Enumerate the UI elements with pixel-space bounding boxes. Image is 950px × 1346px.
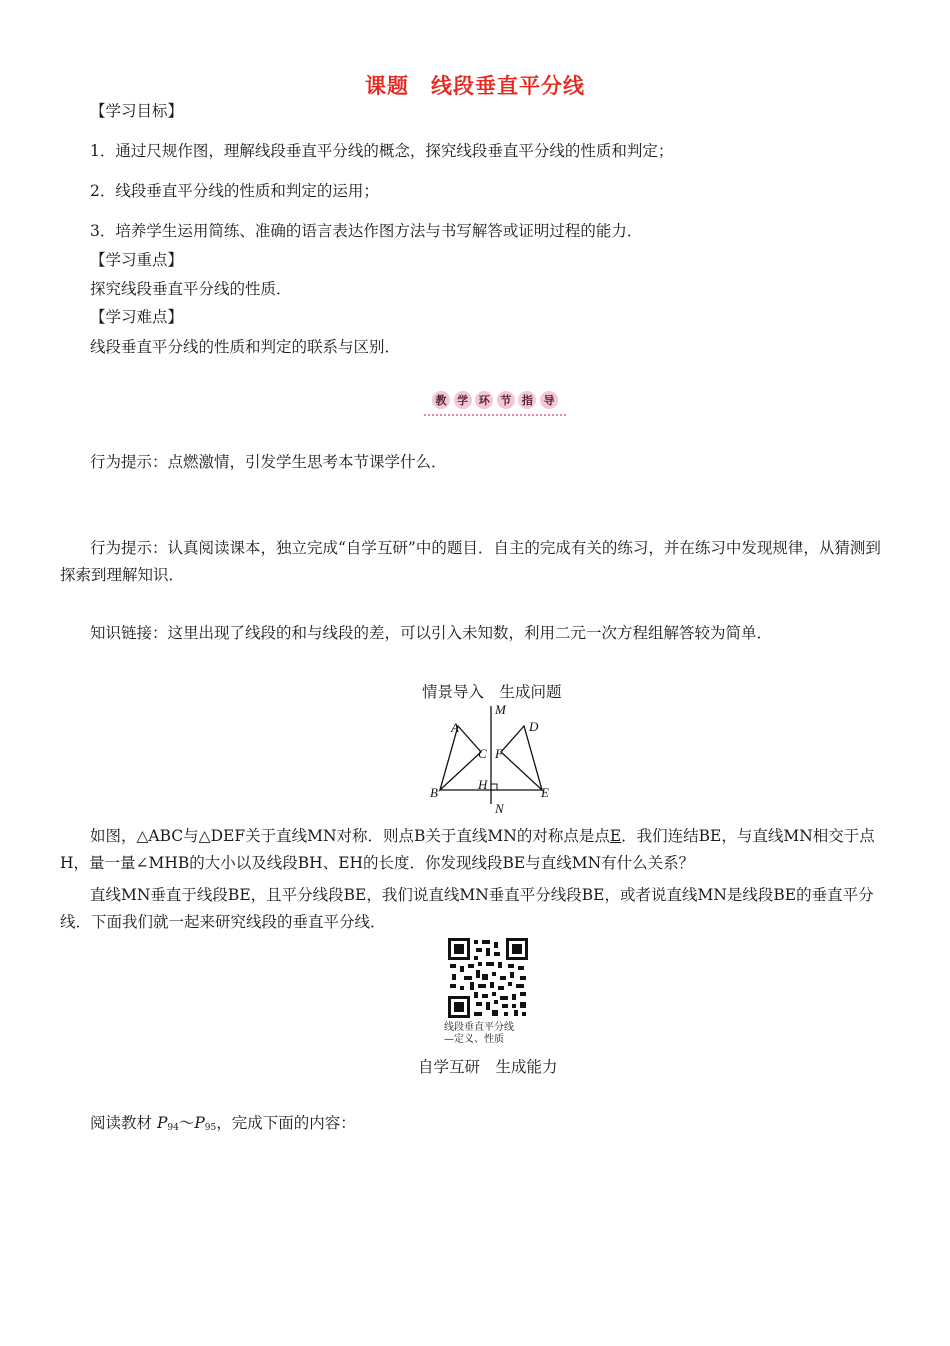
question-paragraph (60, 823, 890, 877)
page-to: 95 (204, 1123, 217, 1133)
label-f: F (495, 746, 503, 761)
answer-blank: E (609, 827, 622, 845)
section-heading-intro: 情景导入 生成问题 (422, 683, 562, 701)
label-c: C (478, 746, 487, 761)
difficulty-heading: 【学习难点】 (90, 308, 184, 326)
objective-item-3: 3．培养学生运用简练、准确的语言表达作图方法与书写解答或证明过程的能力． (90, 222, 643, 240)
label-b: B (430, 785, 438, 800)
reading-suffix: ，完成下面的内容： (216, 1114, 356, 1132)
reading-prefix: 阅读教材 (90, 1114, 157, 1132)
behavior-hint-1: 行为提示：点燃激情，引发学生思考本节课学什么． (90, 453, 447, 471)
page-tilde: ～ (178, 1114, 195, 1132)
qr-caption-line-1: 线段垂直平分线 (444, 1022, 514, 1033)
label-n: N (495, 801, 504, 816)
triangle-def (501, 726, 542, 790)
knowledge-link: 知识链接：这里出现了线段的和与线段的差，可以引入未知数，利用二元一次方程组解答较为简单． (90, 624, 773, 642)
banner-char: 节 (497, 391, 515, 409)
explanation-paragraph: 直线MN垂直于线段BE，且平分线段BE，我们说直线MN垂直平分线段BE，或者说直线MN是线段BE的垂直平分线．下面我们就一起来研究线段的垂直平分线． (60, 886, 874, 931)
difficulty-text: 线段垂直平分线的性质和判定的联系与区别． (90, 338, 401, 356)
behavior-hint-2: 行为提示：认真阅读课本，独立完成“自学互研”中的题目．自主的完成有关的练习，并在练习中发现规律，从猜测到探索到理解知识． (60, 539, 881, 584)
label-m: M (495, 702, 506, 717)
title-prefix: 课题 (365, 74, 409, 98)
page-symbol: P (156, 1114, 168, 1132)
qr-code-icon[interactable] (448, 938, 528, 1018)
page-title (0, 70, 950, 100)
right-angle-mark (491, 784, 497, 790)
banner-char: 学 (454, 391, 472, 409)
key-point-text: 探究线段垂直平分线的性质． (90, 280, 292, 298)
key-point-heading: 【学习重点】 (90, 251, 184, 269)
banner-char: 环 (475, 391, 493, 409)
banner-char: 导 (540, 391, 558, 409)
qr-caption-line-2: —定义、性质 (444, 1034, 504, 1045)
symmetry-figure (425, 700, 555, 818)
section-heading-self-study: 自学互研 生成能力 (418, 1058, 558, 1076)
banner-char: 教 (432, 391, 450, 409)
triangle-abc (440, 726, 481, 790)
question-text-after: ．我们连结BE，与直线MN相交于点H，量一量∠MHB的大小以及线段BH、EH的长度．你发现线段BE与直线MN有什么关系？ (60, 827, 875, 872)
title-main: 线段垂直平分线 (431, 74, 585, 98)
objectives-heading: 【学习目标】 (90, 102, 184, 120)
banner-char: 指 (518, 391, 536, 409)
banner-dotted-line (424, 414, 566, 416)
label-h: H (478, 777, 488, 792)
page-from: 94 (167, 1123, 179, 1133)
teaching-guide-banner (424, 389, 566, 419)
objective-item-1: 1．通过尺规作图，理解线段垂直平分线的概念，探究线段垂直平分线的性质和判定； (90, 142, 674, 160)
reading-instruction (90, 1112, 356, 1139)
objective-item-2: 2．线段垂直平分线的性质和判定的运用； (90, 182, 379, 200)
label-e: E (541, 785, 549, 800)
label-a: A (451, 720, 459, 735)
label-d: D (529, 719, 539, 734)
page-symbol: P (194, 1114, 205, 1132)
question-text-before: 如图，△ABC与△DEF关于直线MN对称．则点B关于直线MN的对称点是点 (90, 827, 610, 845)
